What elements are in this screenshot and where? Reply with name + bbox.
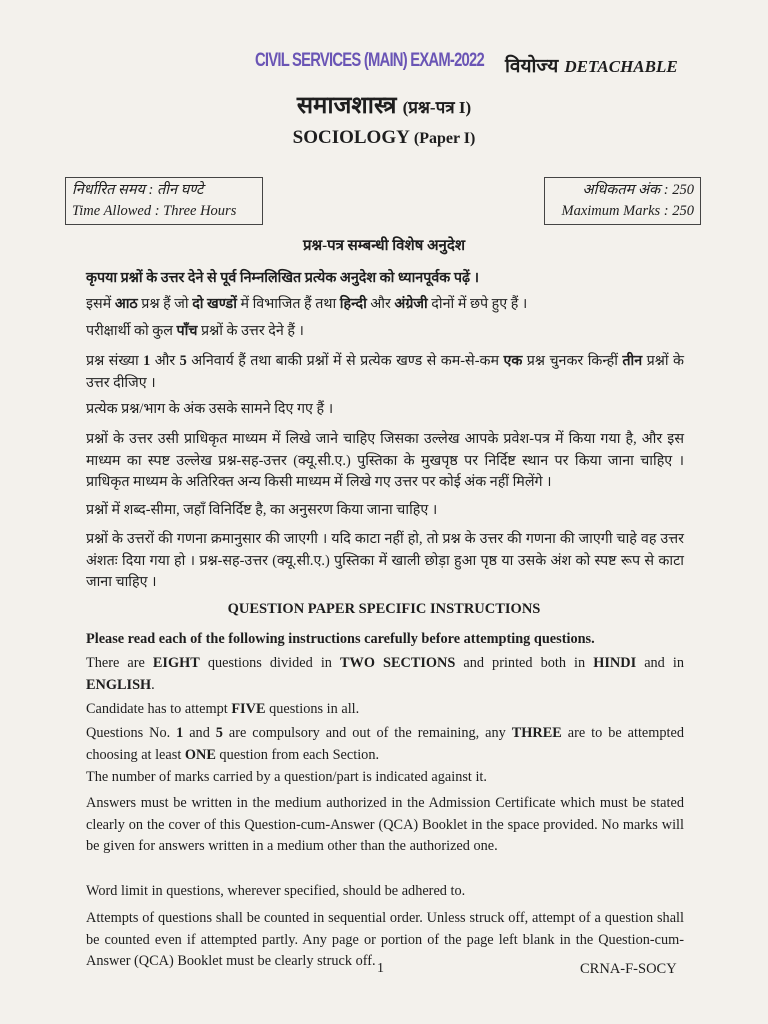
instruction-text: Please read each of the following instructions carefully before attempting questions. [86,631,595,647]
instruction-text: are compulsory and out of the remaining, any [222,725,512,741]
instruction-text: प्रश्न संख्या [86,353,144,369]
instruction-text: एक [503,353,523,369]
instruction-text: ONE [184,746,216,763]
instruction-text: तीन [622,353,643,369]
instruction-text: 1 [143,353,151,369]
instruction-text: Attempts of questions shall be counted in sequential order. Unless struck off, attempt of a question shall be counted even if attempted partly. Any page or portion of the page left blank in the Question-cum-Answer (QCA) Booklet must be clearly struck off. [86,910,684,969]
hindi-instruction-paragraph [86,529,684,594]
english-instruction-paragraph [86,699,684,721]
time-allowed-english: Time Allowed : Three Hours [72,203,237,219]
instruction-text: TWO SECTIONS [340,655,456,671]
instruction-text: question from each Section. [215,746,380,763]
english-instruction-paragraph [86,653,684,696]
subject-title-english [0,127,768,149]
instruction-text: HINDI [593,655,637,671]
english-instruction-paragraph [86,881,684,903]
instruction-text: पाँच [176,323,198,339]
paper-code: CRNA-F-SOCY [580,961,677,977]
instruction-text: आठ [114,296,138,312]
instruction-text: EIGHT [152,655,200,671]
subject-english: SOCIOLOGY [292,127,410,148]
instruction-text: परीक्षार्थी को कुल [86,323,177,339]
subject-hindi: समाजशास्त्र [296,93,397,119]
instruction-text: प्रश्नों के उत्तरों की गणना क्रमानुसार की जाएगी । यदि काटा नहीं हो, तो प्रश्न के उत्तर की गणना की जाएगी चाहे वह उत्तर अंशतः दिया गया हो । प्रश्न-सह-उत्तर (क्यू.सी.ए.) पुस्तिका में खाली छोड़ा हुआ पृष्ठ या उसके अंश को स्पष्ट रूप से काटा जाना चाहिए । [86,531,684,590]
instruction-text: THREE [511,725,562,741]
instruction-text: प्रश्नों के उत्तर देने हैं । [197,323,304,339]
instruction-text: प्रश्नों में शब्द-सीमा, जहाँ विनिर्दिष्ट है, का अनुसरण किया जाना चाहिए । [86,502,438,518]
english-instruction-paragraph [86,723,684,766]
paper-hindi: (प्रश्न-पत्र I) [402,98,472,117]
hindi-instructions-heading: प्रश्न-पत्र सम्बन्धी विशेष अनुदेश [302,238,466,254]
instruction-text: are to be attempted choosing at least [86,725,684,763]
instruction-text: Questions No. [86,725,177,741]
instruction-text: कृपया प्रश्नों के उत्तर देने से पूर्व निम्नलिखित प्रत्येक अनुदेश को ध्यानपूर्वक पढ़ें । [86,270,479,286]
hindi-instruction-paragraph [86,399,684,421]
english-instructions-heading: QUESTION PAPER SPECIFIC INSTRUCTIONS [227,601,541,617]
instruction-text: and [183,725,216,741]
instruction-text: में विभाजित हैं तथा [236,296,340,312]
instruction-text: प्रश्नों के उत्तर दीजिए । [86,353,685,391]
time-allowed-box [65,177,263,225]
maximum-marks-english: Maximum Marks : 250 [561,203,694,219]
instruction-text: and in [636,655,684,671]
english-instruction-paragraph [86,767,684,789]
instruction-text: Candidate has to attempt [86,701,232,717]
detachable-english: DETACHABLE [564,57,678,76]
instruction-text: अनिवार्य हैं तथा बाकी प्रश्नों में से प्रत्येक खण्ड से कम-से-कम [186,353,504,369]
detachable-label [505,52,678,78]
hindi-instruction-paragraph [86,294,684,316]
instruction-text: प्रश्न हैं जो [137,296,193,312]
hindi-instruction-paragraph [86,429,684,494]
instruction-text: Answers must be written in the medium authorized in the Admission Certificate which must be stated clearly on the cover of this Question-cum-Answer (QCA) Booklet in the space provided. No marks will be given for answers written in a medium other than the authorized one. [86,795,684,854]
instruction-text: प्रत्येक प्रश्न/भाग के अंक उसके सामने दिए गए हैं । [86,401,334,417]
instruction-text: . [151,676,155,693]
instruction-text: ENGLISH [86,676,152,693]
instruction-text: FIVE [231,701,266,717]
english-instruction-paragraph [86,629,684,651]
instruction-text: Word limit in questions, wherever specified, should be adhered to. [86,883,466,899]
instruction-text: 1 [176,725,184,741]
paper-english: (Paper I) [413,130,476,147]
page-number: 1 [377,961,384,976]
instruction-text: questions divided in [199,655,340,671]
instruction-text: and printed both in [455,655,594,671]
instruction-text: अंग्रेजी [394,296,428,312]
instruction-text: दो खण्डों [192,296,237,312]
maximum-marks-hindi: अधिकतम अंक : 250 [582,182,694,198]
subject-title-hindi [0,88,768,121]
instruction-text: 5 [215,725,223,741]
instruction-text: और [150,353,180,369]
instruction-text: The number of marks carried by a question/part is indicated against it. [86,769,487,785]
maximum-marks-box [544,177,701,225]
instruction-text: दोनों में छपे हुए हैं । [427,296,528,312]
instruction-text: इसमें [86,296,115,312]
instruction-text: हिन्दी [339,296,367,312]
instruction-text: प्रश्नों के उत्तर उसी प्राधिकृत माध्यम में लिखे जाने चाहिए जिसका उल्लेख आपके प्रवेश-पत्र में किया गया है, और इस माध्यम का स्पष्ट उल्लेख प्रश्न-सह-उत्तर (क्यू.सी.ए.) पुस्तिका के मुखपृष्ठ पर निर्दिष्ट स्थान पर किया जाना चाहिए । प्राधिकृत माध्यम के अतिरिक्त अन्य किसी माध्यम में लिखे गए उत्तर पर कोई अंक नहीं मिलेंगे । [86,431,684,490]
detachable-hindi: वियोज्य [505,56,559,77]
hindi-instruction-paragraph [86,351,684,394]
hindi-instruction-paragraph [86,500,684,522]
instruction-text: प्रश्न चुनकर किन्हीं [522,353,623,369]
time-allowed-hindi: निर्धारित समय : तीन घण्टे [72,182,204,198]
hindi-instruction-paragraph [86,268,684,290]
exam-stamp: CIVIL SERVICES (MAIN) EXAM-2022 [255,50,484,71]
english-instruction-paragraph [86,793,684,858]
instruction-text: questions in all. [265,701,360,717]
instruction-text: 5 [179,353,187,369]
hindi-instruction-paragraph [86,321,684,343]
instruction-text: There are [86,655,153,671]
instruction-text: और [366,296,395,312]
